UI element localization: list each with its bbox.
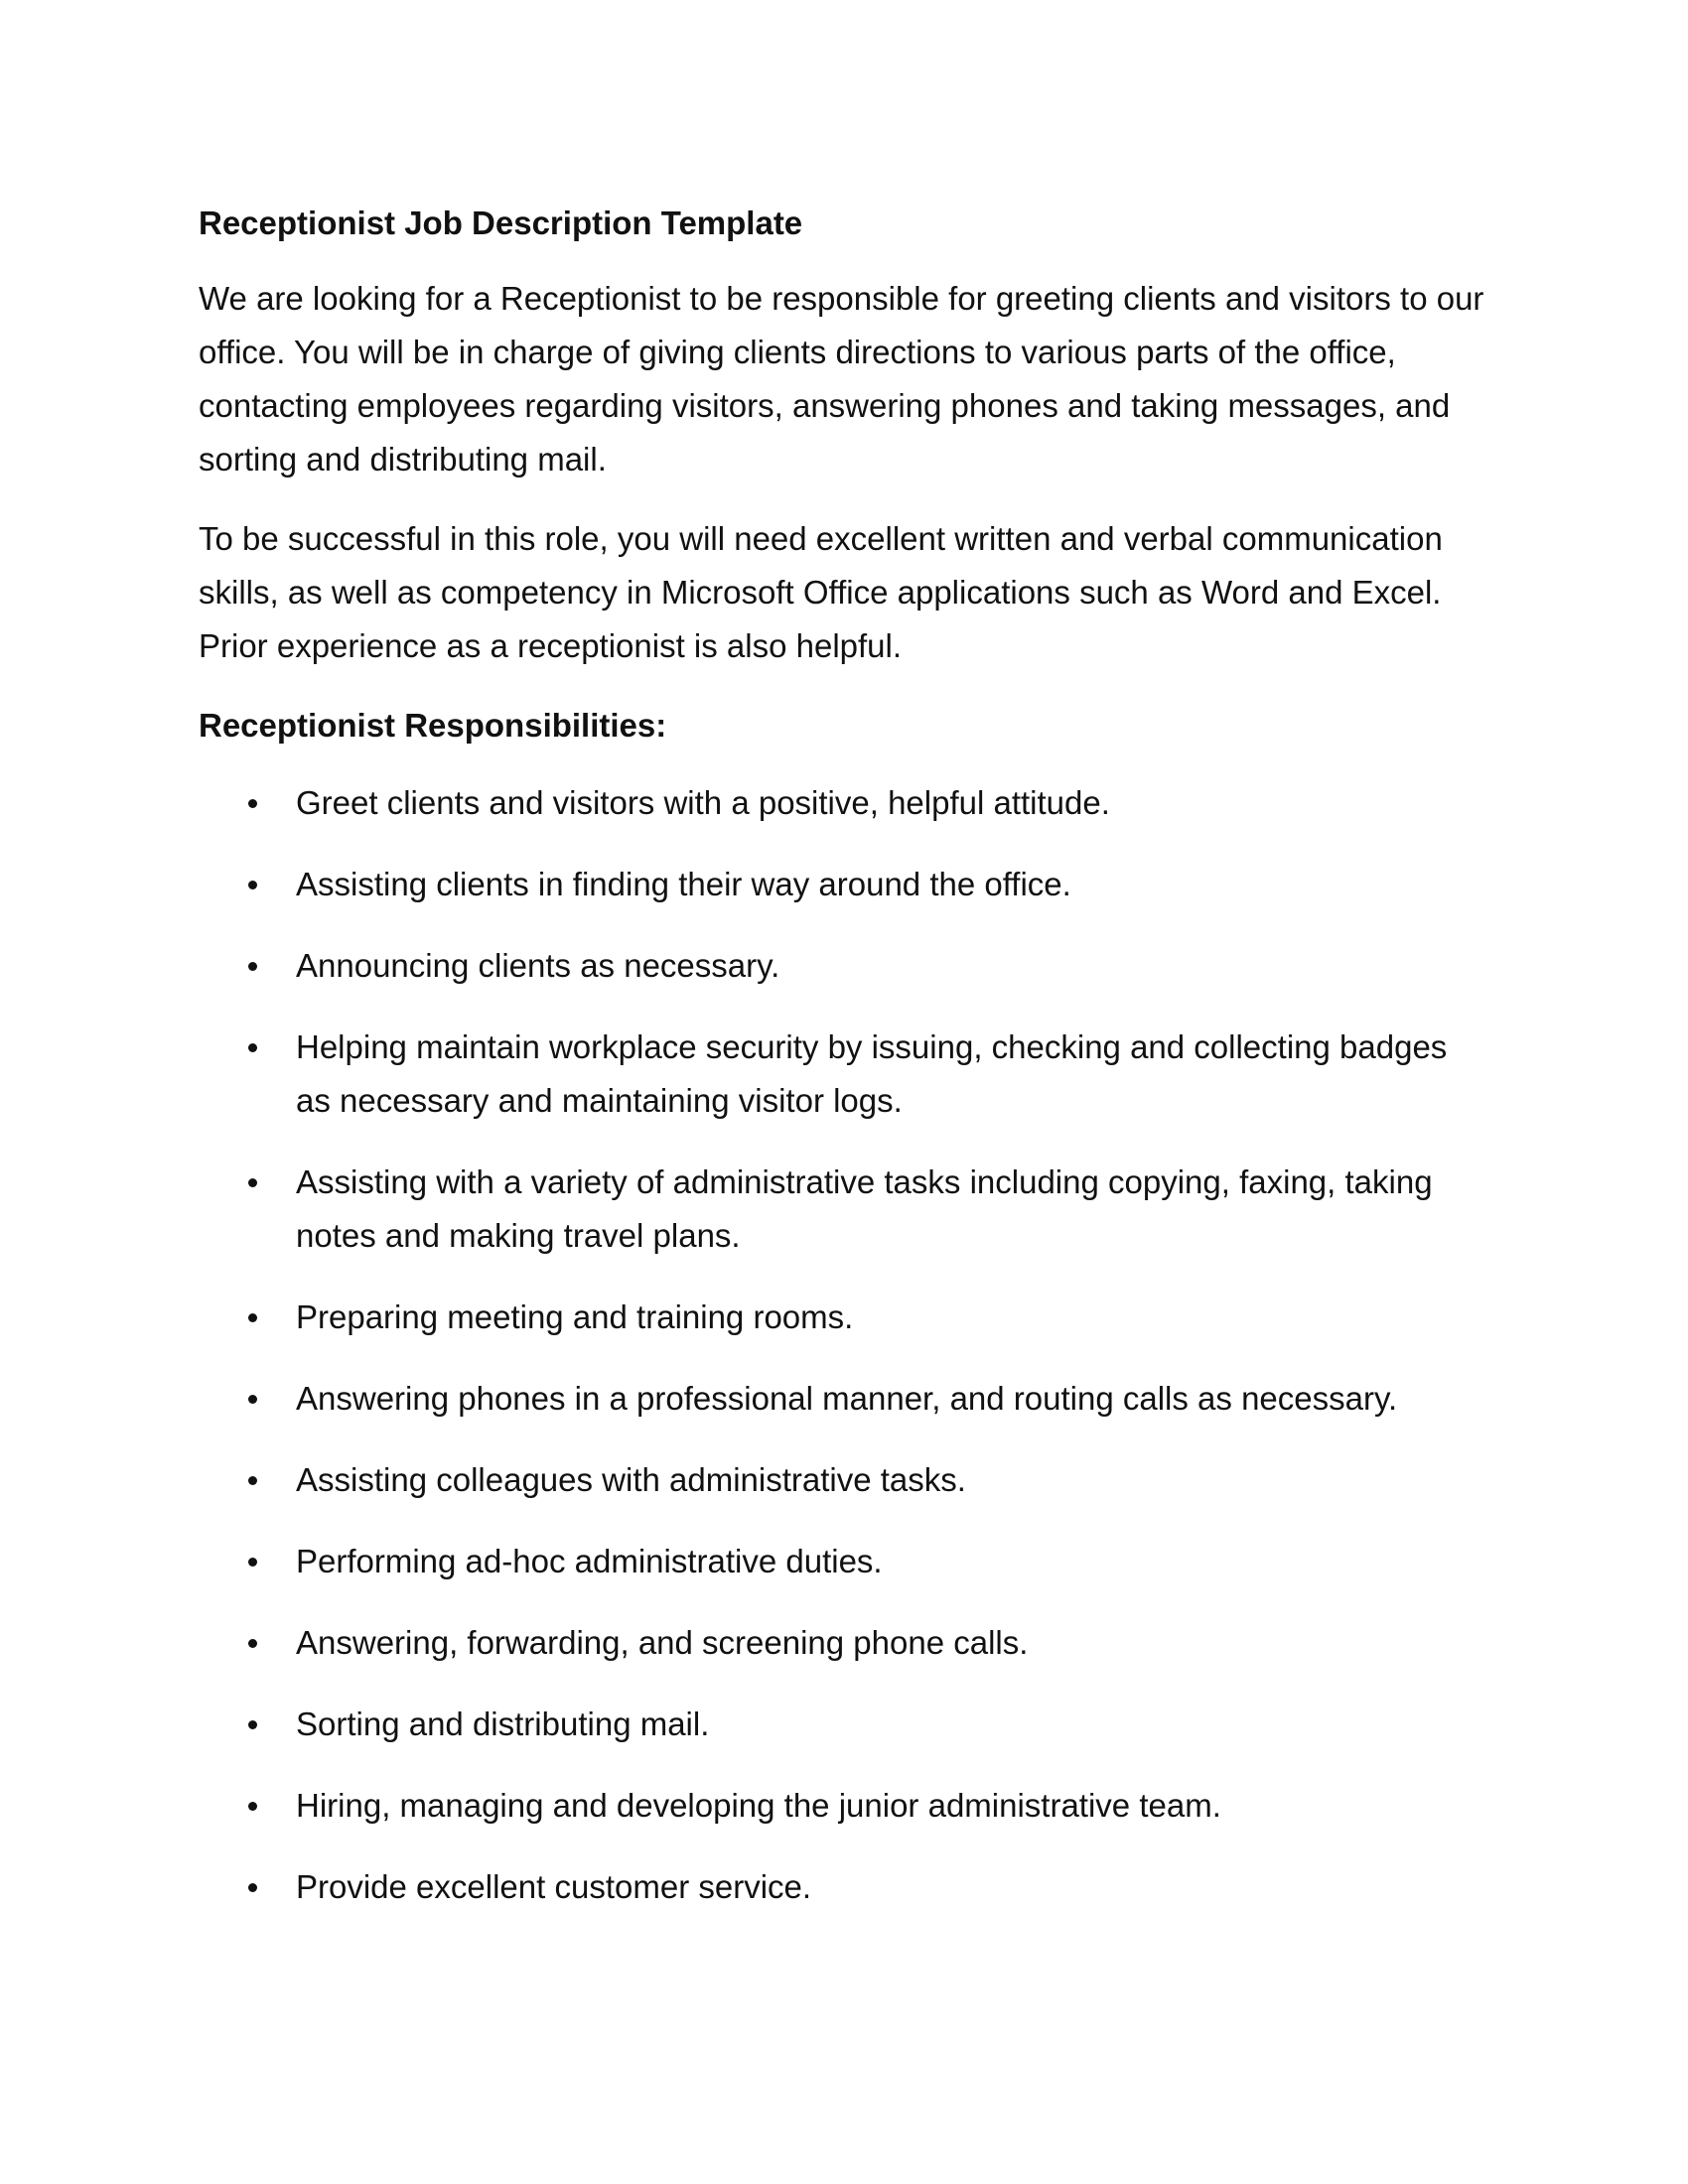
list-item-text: Assisting with a variety of administrative tasks including copying, faxing, taking notes and making travel plans. bbox=[296, 1163, 1433, 1254]
bullet-icon bbox=[248, 1395, 257, 1404]
list-item bbox=[199, 1698, 1489, 1751]
bullet-icon bbox=[248, 1639, 257, 1648]
list-item-text: Answering, forwarding, and screening phone calls. bbox=[296, 1624, 1029, 1661]
bullet-icon bbox=[248, 1720, 257, 1729]
bullet-icon bbox=[248, 1313, 257, 1322]
bullet-icon bbox=[248, 881, 257, 889]
bullet-icon bbox=[248, 1558, 257, 1567]
bullet-icon bbox=[248, 962, 257, 971]
list-item bbox=[199, 1156, 1489, 1263]
list-item-text: Assisting clients in finding their way around the office. bbox=[296, 866, 1071, 902]
list-item bbox=[199, 1372, 1489, 1426]
list-item bbox=[199, 1860, 1489, 1914]
list-item-text: Announcing clients as necessary. bbox=[296, 947, 780, 984]
list-item-text: Greet clients and visitors with a positive, helpful attitude. bbox=[296, 784, 1110, 821]
responsibilities-list bbox=[199, 776, 1489, 1914]
list-item-text: Assisting colleagues with administrative tasks. bbox=[296, 1461, 966, 1498]
list-item bbox=[199, 939, 1489, 993]
bullet-icon bbox=[248, 1476, 257, 1485]
list-item bbox=[199, 1453, 1489, 1507]
list-item-text: Performing ad-hoc administrative duties. bbox=[296, 1543, 883, 1579]
list-item bbox=[199, 776, 1489, 830]
responsibilities-heading: Receptionist Responsibilities: bbox=[199, 707, 667, 744]
list-item-text: Sorting and distributing mail. bbox=[296, 1706, 710, 1742]
list-item bbox=[199, 858, 1489, 911]
list-item-text: Preparing meeting and training rooms. bbox=[296, 1298, 854, 1335]
list-item bbox=[199, 1779, 1489, 1833]
list-item bbox=[199, 1535, 1489, 1588]
document-title: Receptionist Job Description Template bbox=[199, 205, 803, 241]
requirements-paragraph: To be successful in this role, you will need excellent written and verbal communication skills, as well as competency in Microsoft Office applications such as Word and Excel. Prior experience as a receptionist is also helpful. bbox=[199, 520, 1443, 664]
list-item bbox=[199, 1021, 1489, 1128]
bullet-icon bbox=[248, 1883, 257, 1892]
bullet-icon bbox=[248, 799, 257, 808]
document-content bbox=[199, 197, 1489, 1942]
bullet-icon bbox=[248, 1043, 257, 1052]
list-item bbox=[199, 1616, 1489, 1670]
intro-paragraph: We are looking for a Receptionist to be responsible for greeting clients and visitors to our office. You will be in charge of giving clients directions to various parts of the office, contacting employees regarding visitors, answering phones and taking messages, and sorting and distributing mail. bbox=[199, 280, 1484, 478]
bullet-icon bbox=[248, 1178, 257, 1187]
list-item-text: Hiring, managing and developing the junior administrative team. bbox=[296, 1787, 1221, 1824]
list-item bbox=[199, 1291, 1489, 1344]
list-item-text: Answering phones in a professional manner, and routing calls as necessary. bbox=[296, 1380, 1398, 1417]
list-item-text: Helping maintain workplace security by issuing, checking and collecting badges as necessary and maintaining visitor logs. bbox=[296, 1028, 1448, 1119]
list-item-text: Provide excellent customer service. bbox=[296, 1868, 812, 1905]
bullet-icon bbox=[248, 1802, 257, 1811]
